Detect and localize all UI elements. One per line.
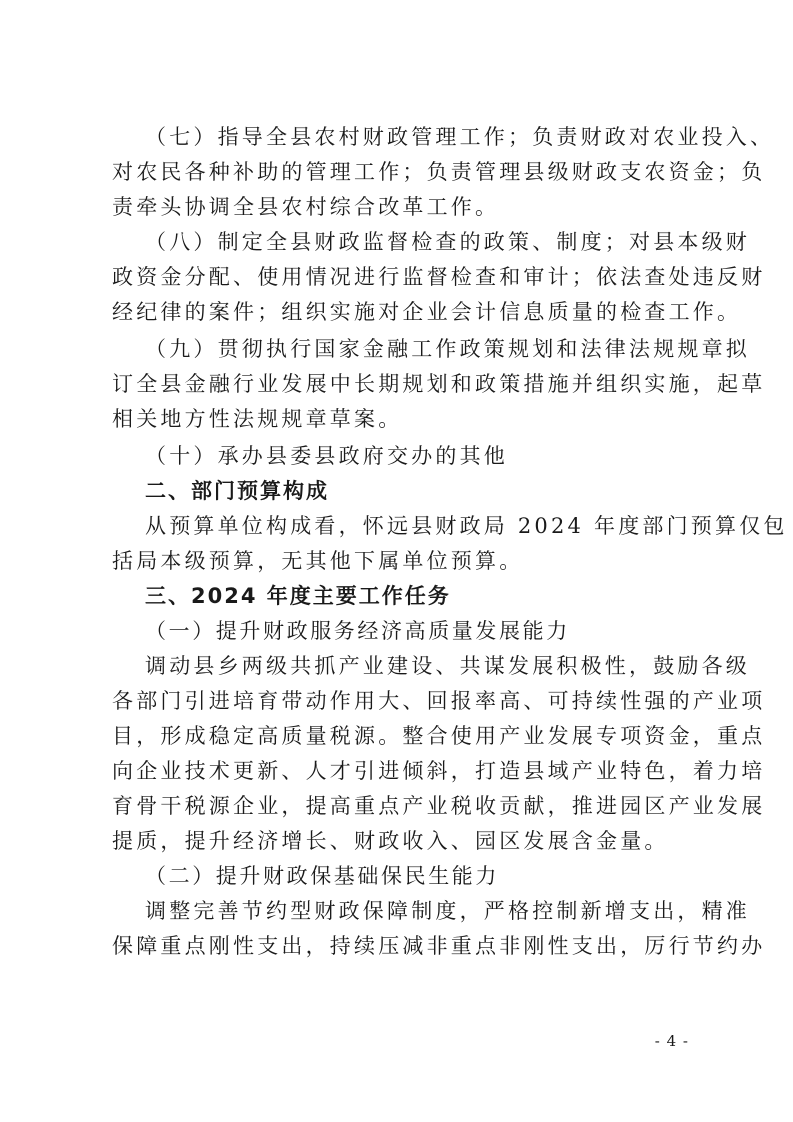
task-1-line-4: 向企业技术更新、人才引进倾斜，打造县域产业特色，着力培: [112, 759, 766, 783]
paragraph-8-line-2: 政资金分配、使用情况进行监督检查和审计；依法查处违反财: [112, 265, 766, 289]
paragraph-8-line-1: （八）制定全县财政监督检查的政策、制度；对县本级财: [145, 230, 750, 254]
section-heading-2: 二、部门预算构成: [145, 479, 329, 503]
section-heading-3: 三、2024 年度主要工作任务: [145, 584, 451, 608]
paragraph-10-line-1: （十）承办县委县政府交办的其他: [145, 444, 508, 468]
paragraph-7-line-1: （七）指导全县农村财政管理工作；负责财政对农业投入、: [145, 125, 775, 149]
paragraph-7-line-3: 责牵头协调全县农村综合改革工作。: [112, 195, 500, 219]
paragraph-9-line-2: 订全县金融行业发展中长期规划和政策措施并组织实施，起草: [112, 372, 766, 396]
task-2-line-2: 保障重点刚性支出，持续压减非重点非刚性支出，厉行节约办: [112, 934, 766, 958]
task-2-line-1: 调整完善节约型财政保障制度，严格控制新增支出，精准: [145, 899, 750, 923]
task-1-line-6: 提质，提升经济增长、财政收入、园区发展含金量。: [112, 829, 669, 853]
task-1-line-1: 调动县乡两级共抓产业建设、共谋发展积极性，鼓励各级: [145, 654, 750, 678]
subsection-heading-2: （二）提升财政保基础保民生能力: [145, 864, 499, 888]
paragraph-9-line-3: 相关地方性法规规章草案。: [112, 407, 403, 431]
paragraph-8-line-3: 经纪律的案件；组织实施对企业会计信息质量的检查工作。: [112, 300, 742, 324]
subsection-heading-1: （一）提升财政服务经济高质量发展能力: [145, 619, 570, 643]
task-1-line-2: 各部门引进培育带动作用大、回报率高、可持续性强的产业项: [112, 689, 766, 713]
budget-composition-line-2: 括局本级预算，无其他下属单位预算。: [112, 549, 524, 573]
task-1-line-5: 育骨干税源企业，提高重点产业税收贡献，推进园区产业发展: [112, 794, 766, 818]
task-1-line-3: 目，形成稳定高质量税源。整合使用产业发展专项资金，重点: [112, 724, 766, 748]
paragraph-7-line-2: 对农民各种补助的管理工作；负责管理县级财政支农资金；负: [112, 160, 766, 184]
page-number: - 4 -: [654, 1032, 689, 1050]
budget-composition-line-1: 从预算单位构成看，怀远县财政局 2024 年度部门预算仅包: [145, 514, 788, 538]
paragraph-9-line-1: （九）贯彻执行国家金融工作政策规划和法律法规规章拟: [145, 337, 750, 361]
